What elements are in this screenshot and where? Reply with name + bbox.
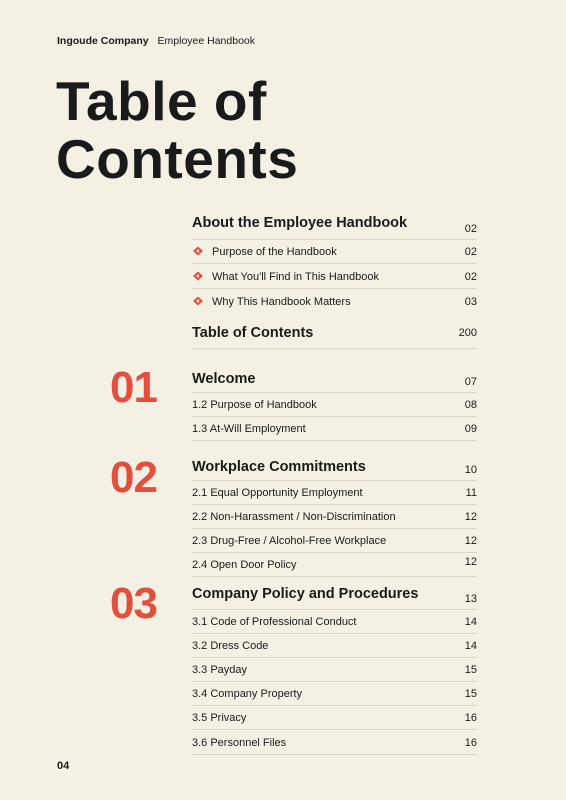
document-subtitle: Employee Handbook: [157, 35, 255, 47]
toc-item-label: 2.4 Open Door Policy: [192, 559, 297, 571]
toc-page-number: 02: [464, 271, 477, 283]
toc-item-label: 2.2 Non-Harassment / Non-Discrimination: [192, 511, 396, 523]
toc-item-label: 3.2 Dress Code: [192, 640, 269, 652]
toc-item[interactable]: [192, 480, 477, 505]
page-title-line-2: Contents: [56, 128, 299, 190]
section-number: 03: [110, 579, 157, 628]
toc-item-label: Purpose of the Handbook: [212, 246, 337, 258]
toc-heading-about[interactable]: [192, 208, 477, 240]
toc-page-number: 14: [464, 640, 477, 652]
toc-item-label: 3.4 Company Property: [192, 688, 303, 700]
arrow-bullet-icon: [192, 246, 204, 256]
company-name: Ingoude Company: [57, 35, 149, 47]
section-number: 02: [110, 453, 157, 502]
toc-page-number: 15: [464, 664, 477, 676]
document-header: [57, 35, 255, 47]
toc-item[interactable]: [192, 633, 477, 658]
toc-page-number: 16: [464, 737, 477, 749]
toc-item-label: 2.1 Equal Opportunity Employment: [192, 487, 363, 499]
toc-item[interactable]: [192, 528, 477, 553]
toc-page-number: 02: [464, 246, 477, 258]
toc-item[interactable]: [192, 416, 477, 441]
toc-item-label: 3.5 Privacy: [192, 712, 247, 724]
toc-page-number: 02: [464, 223, 477, 235]
toc-page-number: 16: [464, 712, 477, 724]
toc-item[interactable]: [192, 504, 477, 529]
toc-page-number: 200: [458, 327, 477, 339]
toc-item-label: 1.2 Purpose of Handbook: [192, 399, 317, 411]
toc-page-number: 11: [465, 487, 477, 499]
arrow-bullet-icon: [192, 296, 204, 306]
section-heading[interactable]: [192, 450, 477, 481]
toc-page-number: 12: [464, 511, 477, 523]
toc-item[interactable]: [192, 681, 477, 706]
toc-item-label: Why This Handbook Matters: [212, 296, 351, 308]
toc-page-number: 15: [464, 688, 477, 700]
toc-item[interactable]: [192, 552, 477, 577]
toc-heading-label: About the Employee Handbook: [192, 215, 408, 231]
arrow-bullet-icon: [192, 271, 204, 281]
section-heading[interactable]: [192, 576, 477, 610]
toc-item[interactable]: [192, 705, 477, 730]
toc-page-number: 12: [464, 535, 477, 547]
toc-item-label: 3.6 Personnel Files: [192, 737, 287, 749]
toc-item-label: 2.3 Drug-Free / Alcohol-Free Workplace: [192, 535, 387, 547]
toc-page-number: 08: [464, 399, 477, 411]
toc-item[interactable]: [192, 609, 477, 634]
toc-item-label: 3.1 Code of Professional Conduct: [192, 616, 357, 628]
toc-item-label: 1.3 At-Will Employment: [192, 423, 306, 435]
section-title: Welcome: [192, 371, 256, 387]
toc-page-number: 03: [464, 296, 477, 308]
toc-page-number: 14: [464, 616, 477, 628]
section-title: Workplace Commitments: [192, 459, 366, 475]
toc-page-number: 13: [464, 593, 477, 605]
section-heading[interactable]: [192, 357, 477, 393]
page-title-line-1: Table of: [56, 70, 267, 132]
toc-page-number: 07: [464, 376, 477, 388]
toc-item[interactable]: [192, 729, 477, 755]
toc-item-label: What You'll Find in This Handbook: [212, 271, 379, 283]
page-number: 04: [57, 760, 70, 772]
toc-item[interactable]: [192, 392, 477, 417]
toc-item[interactable]: [192, 288, 477, 313]
page-title: [56, 72, 298, 188]
toc-page-number: 10: [464, 464, 477, 476]
toc-item[interactable]: [192, 263, 477, 289]
toc-heading-label: Table of Contents: [192, 325, 314, 341]
section-number: 01: [110, 363, 157, 412]
section-title: Company Policy and Procedures: [192, 586, 419, 602]
toc-heading-contents[interactable]: [192, 313, 477, 349]
toc-page-number: 12: [464, 556, 477, 568]
toc-page-number: 09: [464, 423, 477, 435]
toc-item[interactable]: [192, 239, 477, 264]
toc-item-label: 3.3 Payday: [192, 664, 248, 676]
toc-item[interactable]: [192, 657, 477, 682]
